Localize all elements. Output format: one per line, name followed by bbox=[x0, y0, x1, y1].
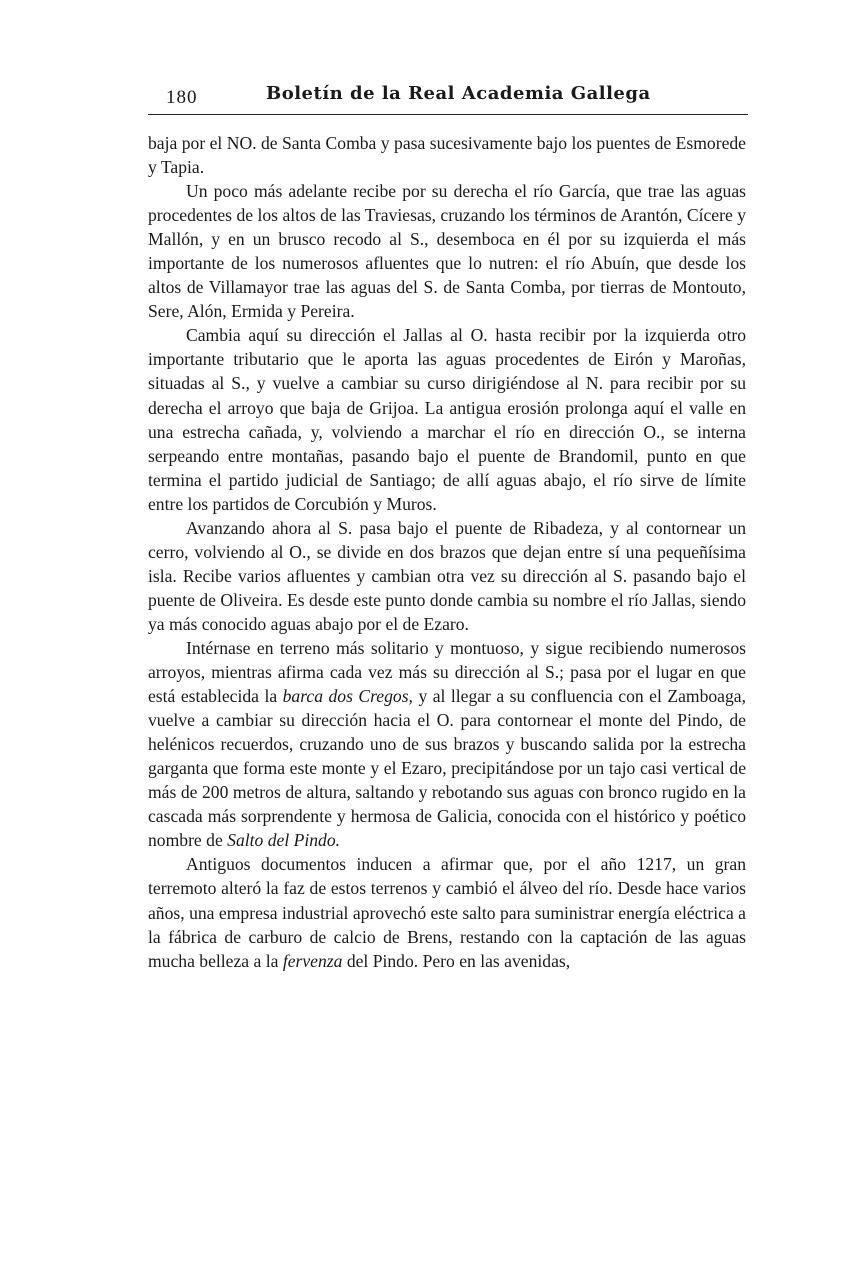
paragraph-5-text-continued: y al llegar a su confluencia con el Zamboaga, vuelve a cambiar su dirección hacia el O. para contornear el monte del Pindo, de helénicos recuerdos, cruzando uno de sus brazos y buscando salida por la estrecha garganta que forma este monte y el Ezaro, precipitándose por un tajo casi vertical de más de 200 metros de altura, saltando y rebotando sus aguas con bronco rugido en la cascada más sorprendente y hermosa de Galicia, conocida con el histórico y poético nombre de bbox=[148, 686, 746, 851]
paragraph-4: Avanzando ahora al S. pasa bajo el puente de Ribadeza, y al contornear un cerro, volviendo al O., se divide en dos brazos que dejan entre sí una pequeñísima isla. Recibe varios afluentes y cambian otra vez su dirección al S. pasando bajo el puente de Oliveira. Es desde este punto donde cambia su nombre el río Jallas, siendo ya más conocido aguas abajo por el de Ezaro. bbox=[148, 517, 746, 634]
text-body bbox=[148, 131, 746, 973]
italic-fervenza: fervenza bbox=[282, 950, 343, 971]
paragraph-6 bbox=[148, 852, 746, 972]
paragraph-3: Cambia aquí su dirección el Jallas al O. hasta recibir por la izquierda otro importante tributario que le aporta las aguas procedentes de Eirón y Maroñas, situadas al S., y vuelve a cambiar su curso dirigiéndose al N. para recibir por su derecha el arroyo que baja de Grijoa. La antigua erosión prolonga aquí el valle en una estrecha cañada, y, volviendo a marchar el río en dirección O., se interna serpeando entre montañas, pasando bajo el puente de Brandomil, punto en que termina el partido judicial de Santiago; de allí aguas abajo, el río sirve de límite entre los partidos de Corcubión y Muros. bbox=[148, 325, 746, 514]
paragraph-1: baja por el NO. de Santa Comba y pasa sucesivamente bajo los puentes de Esmorede y Tapia. bbox=[148, 133, 746, 178]
paragraph-2: Un poco más adelante recibe por su derecha el río García, que trae las aguas procedentes de los altos de las Traviesas, cruzando los términos de Arantón, Cícere y Mallón, y en un brusco recodo al S., desemboca en él por su izquierda el más importante de los numerosos afluentes que lo nutren: el río Abuín, que desde los altos de Villamayor trae las aguas del S. de Santa Comba, por tierras de Montouto, Sere, Alón, Ermida y Pereira. bbox=[148, 181, 746, 322]
page-number: 180 bbox=[166, 87, 198, 108]
header-rule bbox=[148, 114, 748, 115]
paragraph-5 bbox=[148, 636, 746, 852]
paragraph-5-text: Intérnase en terreno más solitario y montuoso, y sigue recibiendo numerosos arroyos, mientras afirma cada vez más su dirección al S.; pasa por el lugar en que está establecida la bbox=[148, 637, 746, 707]
running-title: Boletín de la Real Academia Gallega bbox=[266, 83, 651, 104]
paragraph-6-text: Antiguos documentos inducen a afirmar que, por el año 1217, un gran terremoto alteró la faz de estos terrenos y cambió el álveo del río. Desde hace varios años, una empresa industrial aprovechó este salto para suministrar energía eléctrica a la fábrica de carburo de calcio de Brens, restando con la captación de las aguas mucha belleza a la bbox=[148, 854, 746, 971]
italic-salto-del-pindo: Salto del Pindo. bbox=[227, 830, 341, 851]
page-header bbox=[148, 80, 748, 114]
italic-barca-dos-cregos: barca dos Cregos, bbox=[282, 686, 413, 707]
paragraph-6-text-continued: del Pindo. Pero en las avenidas, bbox=[342, 950, 571, 971]
